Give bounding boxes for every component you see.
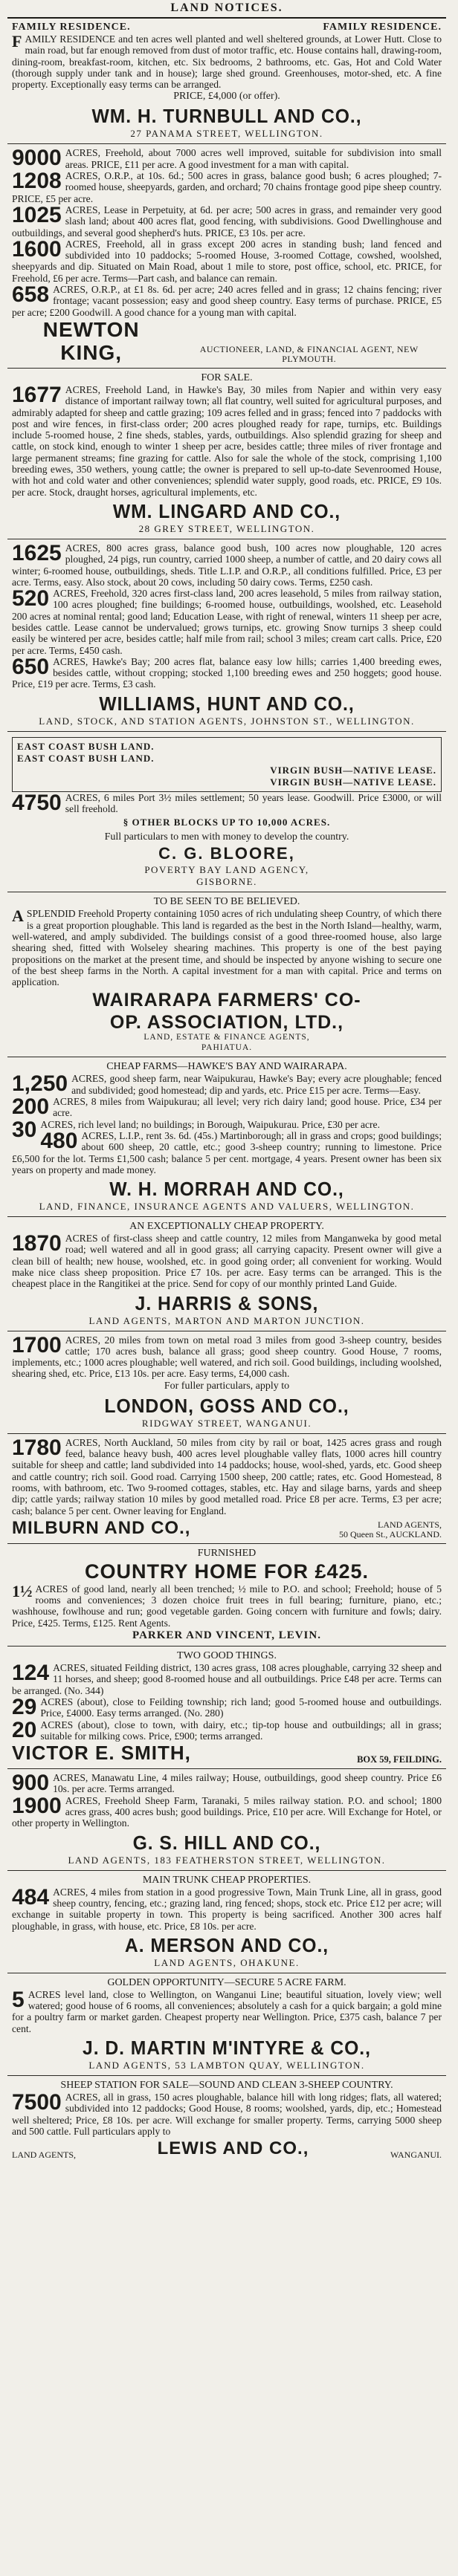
ad-body — [12, 33, 442, 90]
listing-text: ACRES, Freehold Sheep Farm, Taranaki, 5 miles railway station. P.O. and school; 1800 acres grass, 400 acres bush; good buildings. Price, £10 per acre. Will Exchange for Hotel, or other property in Wellington. — [12, 1794, 442, 1829]
acreage-lead: 1,250 — [12, 1071, 68, 1097]
acreage-lead: 484 — [12, 1884, 50, 1910]
listing — [12, 1719, 442, 1742]
listing — [12, 1696, 442, 1719]
acreage-lead: 29 — [12, 1694, 37, 1719]
ad-gs-hill — [7, 1769, 446, 1870]
ad-heading: TO BE SEEN TO BE BELIEVED. — [153, 896, 300, 908]
agent-name: W. H. MORRAH AND CO., — [109, 1178, 344, 1201]
listing-text: ACRES, Freehold, all in grass except 200 acres in standing bush; land fenced and subdivided into 10 paddocks; 5-roomed House, 3-roomed Cottage, cowshed, woolshed, sheepyards and dip. Situated on Main Road, about 1 mile to store, post office, school, etc. PRICE, for Freehold, £6 per acre. Terms—Part cash, and balance can remain. — [12, 238, 442, 284]
agent-name-line1: WAIRARAPA FARMERS' CO- — [92, 990, 361, 1011]
acreage-lead: 658 — [12, 282, 50, 308]
agent-side-line: LAND AGENTS, — [12, 2150, 76, 2161]
agent-name-line2: OP. ASSOCIATION, LTD., — [109, 1012, 344, 1034]
agent-address: LAND AGENTS, MARTON AND MARTON JUNCTION. — [88, 1314, 365, 1326]
agent-name: C. G. BLOORE, — [158, 844, 295, 863]
listing-text: ACRES, Freehold, 320 acres first-class land, 200 acres leasehold, 5 miles from railway station, 100 acres ploughed; fine buildings; 6-roomed house, outbuildings, woolshed, etc. Leasehold 200 acres at nominal rental; good land; Education Lease, with right of renewal, winters 11 sheep per acre, besides cattle. Lease cannot be undervalued; grows turnips, etc. growing Snow turnips 3 sheep could easily be wintered per acre, besides cattle; half mile from rail; school 3 miles; cream cart calls. Price, £20 per acre. Terms, £450 cash. — [12, 588, 442, 656]
agent-name: G. S. HILL AND CO., — [132, 1831, 321, 1854]
agent-name: WM. LINGARD AND CO., — [112, 499, 341, 522]
acreage-lead: 1½ — [12, 1581, 33, 1600]
ad-heading-left: FAMILY RESIDENCE. — [12, 22, 131, 33]
agent-side-line: BOX 59, FEILDING. — [357, 1754, 442, 1765]
listing-text: ACRES, good sheep farm, near Waipukurau, Hawke's Bay; every acre ploughable; fenced and subdivided; good homestead; dip and yards, etc. Price £15 per acre. Terms—Easy. — [71, 1073, 442, 1096]
ad-london-goss — [7, 1331, 446, 1434]
agent-name: LEWIS AND CO., — [157, 2138, 309, 2159]
agent-side-line: WANGANUI. — [390, 2150, 442, 2161]
drop-cap: A — [12, 906, 24, 926]
ad-heading: GOLDEN OPPORTUNITY—SECURE 5 ACRE FARM. — [107, 1976, 346, 1988]
ad-harris — [7, 1217, 446, 1331]
listing — [12, 1096, 442, 1119]
notice-box — [12, 737, 442, 792]
ad-morrah — [7, 1057, 446, 1217]
newspaper-page — [4, 0, 449, 2576]
ad-milburn — [7, 1434, 446, 1544]
ad-bloore — [7, 732, 446, 893]
agent-side — [339, 1520, 442, 1540]
listing-text: ACRES level land, close to Wellington, on Wanganui Line; beautiful situation, lovely view; well watered; good house of 6 rooms, all conveniences; absolutely a cash for a quick bargain; a gold mine for a poultry farm or market garden. Cheapest property near Wellington. Price, £375 cash, balance 7 per cent. — [12, 1988, 442, 2034]
box-line: EAST COAST BUSH LAND. — [17, 740, 155, 752]
listing — [12, 284, 442, 318]
agent-address: 27 PANAMA STREET, WELLINGTON. — [130, 128, 323, 140]
listing-text: ACRES, situated Feilding district, 130 acres grass, 108 acres ploughable, carrying 32 sheep and 11 horses, and sheep; good 8-roomed house and all outbuildings. Price £48 per acre. Terms can be arranged. (No. 344) — [12, 1662, 442, 1696]
listing-text: SPLENDID Freehold Property containing 1050 acres of rich undulating sheep Country, of which there is a great proportion ploughable. This land is regarded as the best in the North Island—healthy, warm, well-watered, and amply subdivided. The buildings consist of a good three-roomed house, also large shearing shed, fitted with Wolseley shearing machines. This property is one of the best paying propositions on the market at the present time, and should be inspected by anyone wishing to secure one of the best sheep farms in the North. A capital investment for a man with capital. Price and terms on application. — [12, 908, 442, 988]
listing-text: ACRES (about), close to Feilding township; rich land; good 5-roomed house and outbuildings. Price, £4000. Easy terms arranged. (No. 280) — [40, 1696, 442, 1719]
box-line: VIRGIN BUSH—NATIVE LEASE. — [270, 776, 436, 788]
agent-name: LONDON, GOSS AND CO., — [104, 1394, 349, 1417]
ad-heading-row — [12, 22, 442, 33]
ad-heading: SHEEP STATION FOR SALE—SOUND AND CLEAN 3-SHEEP COUNTRY. — [60, 2079, 393, 2091]
listing — [12, 1233, 442, 1289]
ad-country-home — [7, 1544, 446, 1647]
box-line: EAST COAST BUSH LAND. — [17, 752, 155, 764]
agent-address: LAND, FINANCE, INSURANCE AGENTS AND VALUERS, WELLINGTON. — [39, 1201, 415, 1213]
acreage-lead: 9000 — [12, 146, 62, 171]
ad-note: Full particulars to men with money to develop the country. — [104, 831, 349, 843]
listing — [12, 1662, 442, 1696]
agent-town: PAHIATUA. — [201, 1043, 253, 1053]
listing-text: ACRES, Freehold Land, in Hawke's Bay, 30 miles from Napier and within very easy distance of important railway town; all flat country, well suited for agricultural purposes, and admirably adapted for sheep and cattle grazing; 109 acres felled and in grass; fenced into 7 paddocks with post and wire fences, in first-class order; 200 acres ploughed ready for rape, turnips, etc. Buildings include 5-roomed house, 2 fine sheds, stables, yards, outbuildings. Also splendid grazing for sheep and cattle, on stock kind, enough to winter 1 sheep per acre, besides cattle; three miles of river frontage and large permanent streams; fine grazing for cattle. Also for sale the whole of the stock, comprising 1,100 breeding ewes, 350 wethers, young cattle; the owner is prepared to sell up-to-date Sevenroomed House, with hot and cold water and other conveniences; splendid water supply, good roads, etc. PRICE, £9 10s. per acre. Stock, draught horses, agricultural implements, etc. — [12, 383, 442, 498]
agent-address: POVERTY BAY LAND AGENCY, — [144, 864, 309, 876]
listing-text: ACRES, Hawke's Bay; 200 acres flat, balance easy low hills; carries 1,400 breeding ewes, besides cattle, without cropping; stocked 1,100 breeding ewes and 250 hoggets; good house. Price, £19 per acre. Terms, £3 cash. — [12, 655, 442, 690]
ad-wairarapa-farmers — [7, 892, 446, 1057]
listing — [12, 170, 442, 204]
ad-lewis — [7, 2076, 446, 2164]
agent-signature — [12, 1516, 442, 1540]
listing-text: ACRES, L.I.P., rent 3s. 6d. (45s.) Martinborough; all in grass and crops; good buildings; about 600 sheep, 20 cattle, etc.; good 3-sheep country; running to limestone. Price £6,500 for the lot. Terms £1,500 cash; balance 5 per cent. mortgage, 4 years. Present owner has been six years on property and made money. — [12, 1129, 442, 1175]
agent-name: WM. H. TURNBULL AND CO., — [91, 105, 362, 128]
acreage-lead: 1625 — [12, 540, 62, 565]
listing — [12, 542, 442, 588]
listing — [12, 588, 442, 656]
agent-address: LAND, STOCK, AND STATION AGENTS, JOHNSTON ST., WELLINGTON. — [39, 715, 415, 727]
acreage-lead: 1025 — [12, 202, 62, 227]
ad-merson — [7, 1871, 446, 1973]
listing-text: ACRES, 4 miles from station in a good progressive Town, Main Trunk Line, all in grass, good sheep country, fencing, etc.; grazing land, ring fenced; shops, stock etc. Price £12 per acre; will exchange in suitable property in town. This property is being sacrificed. Another 300 acres half ploughable, in grass, with house, etc. Price, £8 10s. per acre. — [12, 1886, 442, 1932]
acreage-lead: 1208 — [12, 169, 62, 194]
ad-heading: CHEAP FARMS—HAWKE'S BAY AND WAIRARAPA. — [106, 1061, 347, 1073]
ad-note: For fuller particulars, apply to — [164, 1380, 290, 1392]
listing — [12, 204, 442, 239]
agent-address: LAND AGENTS, OHAKUNE. — [154, 1956, 300, 1968]
agent-name: MILBURN AND CO., — [12, 1517, 191, 1538]
agent-town: GISBORNE. — [196, 876, 257, 888]
listing-text: ACRES (about), close to town, with dairy, etc.; tip-top house and outbuildings; all in grass; suitable for milking cows. Price, £900; terms arranged. — [40, 1719, 442, 1742]
acreage-lead: 1700 — [12, 1332, 62, 1357]
box-line: VIRGIN BUSH—NATIVE LEASE. — [270, 764, 436, 776]
agent-name: J. HARRIS & SONS, — [135, 1291, 319, 1314]
listing-text: ACRES, rich level land; no buildings; in Borough, Waipukurau. Price, £30 per acre. — [40, 1118, 380, 1130]
acreage-lead: 200 — [12, 1094, 50, 1120]
listing — [12, 1130, 442, 1175]
listing — [12, 236, 442, 284]
agent-name: PARKER AND VINCENT, LEVIN. — [132, 1629, 321, 1642]
listing — [12, 1073, 442, 1096]
acreage-lead: 650 — [12, 654, 50, 679]
ad-heading: MAIN TRUNK CHEAP PROPERTIES. — [142, 1874, 312, 1886]
agent-side-line: LAND AGENTS, — [378, 1519, 442, 1530]
acreage-lead: 20 — [12, 1717, 37, 1742]
listing-text: ACRES, Manawatu Line, 4 miles railway; House, outbuildings, good sheep country. Price £6 10s. per acre. Terms arranged. — [53, 1772, 442, 1795]
listing-text: ACRES, Freehold, about 7000 acres well improved, suitable for subdivision into small areas. PRICE, £11 per acre. A good investment for a man with capital. — [65, 147, 442, 170]
listing — [12, 908, 442, 987]
listing — [12, 147, 442, 170]
listing-text: ACRES, 20 miles from town on metal road 3 miles from good 3-sheep country, besides cattle; 170 acres bush, balance all grass; good sheep country. Good House, 7 rooms, implements, etc.; 1000 acres ploughable; well watered, and rich soil. Good buildings, including woolshed, shearing shed, etc. Price, £13 10s. per acre. Easy terms, £4,000 cash. — [12, 1334, 442, 1380]
listing — [12, 656, 442, 690]
ad-mcintyre — [7, 1973, 446, 2076]
ad-turnbull — [7, 19, 446, 144]
agent-name: J. D. MARTIN M'INTYRE & CO., — [83, 2036, 371, 2059]
ad-heading-right: FAMILY RESIDENCE. — [323, 22, 442, 33]
listing — [12, 1334, 442, 1380]
listing — [12, 1583, 442, 1629]
acreage-lead: 1677 — [12, 382, 62, 407]
listing — [12, 1772, 442, 1795]
agent-side-text: AUCTIONEER, LAND, & FINANCIAL AGENT, NEW PLYMOUTH. — [199, 343, 419, 364]
ad-williams-hunt — [7, 539, 446, 732]
listing — [12, 1437, 442, 1516]
ad-heading: TWO GOOD THINGS. — [177, 1650, 277, 1662]
agent-address: LAND AGENTS, 53 LAMBTON QUAY, WELLINGTON. — [88, 2059, 365, 2071]
other-blocks: § OTHER BLOCKS UP TO 10,000 ACRES. — [123, 817, 331, 828]
acreage-lead: 124 — [12, 1661, 50, 1686]
ad-title: COUNTRY HOME FOR £425. — [84, 1560, 370, 1583]
listing — [12, 1795, 442, 1829]
ad-heading: AN EXCEPTIONALLY CHEAP PROPERTY. — [129, 1221, 324, 1233]
ad-newton-king — [7, 144, 446, 368]
acreage-lead: 1900 — [12, 1793, 62, 1818]
acreage-lead: 7500 — [12, 2089, 62, 2115]
agent-name: NEWTON KING, — [42, 317, 140, 364]
ad-kicker: FURNISHED — [197, 1547, 257, 1559]
listing — [12, 792, 442, 815]
agent-name: VICTOR E. SMITH, — [12, 1742, 191, 1765]
ad-price: PRICE, £4,000 (or offer). — [173, 91, 280, 103]
agent-side-line: 50 Queen St., AUCKLAND. — [339, 1528, 442, 1540]
agent-address: LAND AGENTS, 183 FEATHERSTON STREET, WELLINGTON. — [68, 1854, 386, 1866]
agent-signature — [12, 1742, 442, 1765]
listing-text: ACRES, 800 acres grass, balance good bush, 100 acres now ploughable, 120 acres ploughed, 24 pigs, run country, carried 1000 sheep, a number of cattle, and 20 dairy cows all winter; 6-roomed house, outbuildings, sheds. Title L.I.P. and O.R.P., all conditions fulfilled. Price, £3 per acre. Terms, easy. Also stock, about 20 cows, including 50 dairy cows. Terms, £250 cash. — [12, 542, 442, 588]
drop-cap: F — [12, 32, 22, 51]
listing-text: ACRES, all in grass, 150 acres ploughable, balance hill with long ridges; flats, all watered; subdivided into 12 paddocks; Good House, 8 rooms; woolshed, yards, dip, etc.; Homestead well sheltered; Price, £8 10s. per acre. Will exchange for smaller property. Terms, carrying 5000 sheep and 500 cattle. Full particulars apply to — [12, 2091, 442, 2137]
ad-heading: FOR SALE. — [201, 372, 253, 383]
listing — [12, 1989, 442, 2034]
listing-text: ACRES of first-class sheep and cattle country, 12 miles from Manganweka by good metal road; well watered and all in good grass; all carrying capacity. Present owner will give a clean bill of health; new house, woolshed, etc. in good going order; all convenient for working. Would make nice class sheep proposition. Price £7 10s. per acre. Easy terms can be arranged. This is the cheapest place in the Rangitikei at the price. Send for copy of our monthly printed Land Guide. — [12, 1233, 442, 1290]
listing — [12, 2089, 442, 2137]
listing-text: ACRES, O.R.P., at 10s. 6d.; 500 acres in grass, balance good bush; 6 acres ploughed; 7-roomed house, sheepyards, garden, and orchard; 70 chains frontage good pipe sheep country. PRICE, £5 per acre. — [12, 170, 442, 204]
agent-signature — [12, 2137, 442, 2160]
acreage-lead: 1870 — [12, 1231, 62, 1256]
agent-name: WILLIAMS, HUNT AND CO., — [99, 692, 355, 715]
listing-text: ACRES, Lease in Perpetuity, at 6d. per acre; 500 acres in grass, and remainder very good slash land; about 400 acres flat, good fencing, with subdivisions. Good Dwellinghouse and outbuildings, and several good shepherd's huts. PRICE, £3 10s. per acre. — [12, 204, 442, 239]
acreage-lead: 480 — [40, 1128, 78, 1153]
listing-text: ACRES, 8 miles from Waipukurau; all level; very rich dairy land; good house. Price, £34 per acre. — [53, 1096, 442, 1119]
acreage-lead: 5 — [12, 1987, 25, 2012]
agent-address: RIDGWAY STREET, WANGANUI. — [141, 1417, 312, 1429]
acreage-lead: 4750 — [12, 790, 62, 815]
ad-victor-smith — [7, 1647, 446, 1769]
ad-text: AMILY RESIDENCE and ten acres well planted and well sheltered grounds, at Lower Hutt. Close to main road, but far enough removed from dust of motor traffic, etc. House contains hall, drawing-room, dining-room, breakfast-room, kitchen, etc. Six bedrooms, 2 bathrooms, etc. Gas, Hot and Cold Water (thorough supply under tank and in house); large shed ground. Greenhouses, motor-shed, etc. A fine property. Exceptionally easy terms can be arranged. — [12, 33, 442, 91]
agent-name: A. MERSON AND CO., — [124, 1933, 329, 1956]
ad-lingard — [7, 369, 446, 539]
agent-address: LAND, ESTATE & FINANCE AGENTS, — [143, 1033, 310, 1042]
acreage-lead: 520 — [12, 586, 50, 611]
listing-text: ACRES, O.R.P., at £1 8s. 6d. per acre; 240 acres felled and in grass; 12 chains fencing; river frontage; vacant possession; easy and good sheep country. Easy terms of purchase. PRICE, £5 per acre; £200 Goodwill. A good chance for a young man with capital. — [12, 284, 442, 318]
acreage-lead: 1780 — [12, 1435, 62, 1460]
listing-text: ACRES, 6 miles Port 3½ miles settlement; 50 years lease. Goodwill. Price £3000, or will sell freehold. — [65, 791, 442, 815]
acreage-lead: 30 — [12, 1117, 37, 1142]
listing — [12, 1886, 442, 1932]
listing — [12, 384, 442, 498]
acreage-lead: 1600 — [12, 236, 62, 262]
acreage-lead: 900 — [12, 1771, 50, 1796]
listing-text: ACRES of good land, nearly all been trenched; ½ mile to P.O. and school; Freehold; house of 5 rooms and conveniences; 3 dozen choice fruit trees in full bearing; furniture, piano, etc.; washhouse, fowlhouse and run; good vegetable garden. Going concern with furniture and fowls; dairy. Price, £425. Terms, £125. Rent Agents. — [12, 1583, 442, 1629]
agent-address: 28 GREY STREET, WELLINGTON. — [138, 522, 315, 534]
agent-signature — [12, 318, 442, 364]
listing-text: ACRES, North Auckland, 50 miles from city by rail or boat, 1425 acres grass and rough feed, balance heavy bush, 400 acres level ploughable valley flats, 1000 acres hill country suitable for sheep and cattle; land subdivided into 14 paddocks; house, wool-shed, yards, etc. Good sheep and cattle country; rich soil. Good road. Carrying 1500 sheep, 200 cattle; rates, etc. Good Homestead, 8 rooms, with bathroom, etc. Two 9-roomed cottages, stables, etc. Hay and silage barns, yards and sheep dip; cattle yards; railway station 10 miles by good metalled road. Price £8 per acre. Terms, £3 per acre; cash; balance 5 per cent. Owner leaving for England. — [12, 1436, 442, 1516]
page-header: LAND NOTICES. — [7, 0, 446, 19]
